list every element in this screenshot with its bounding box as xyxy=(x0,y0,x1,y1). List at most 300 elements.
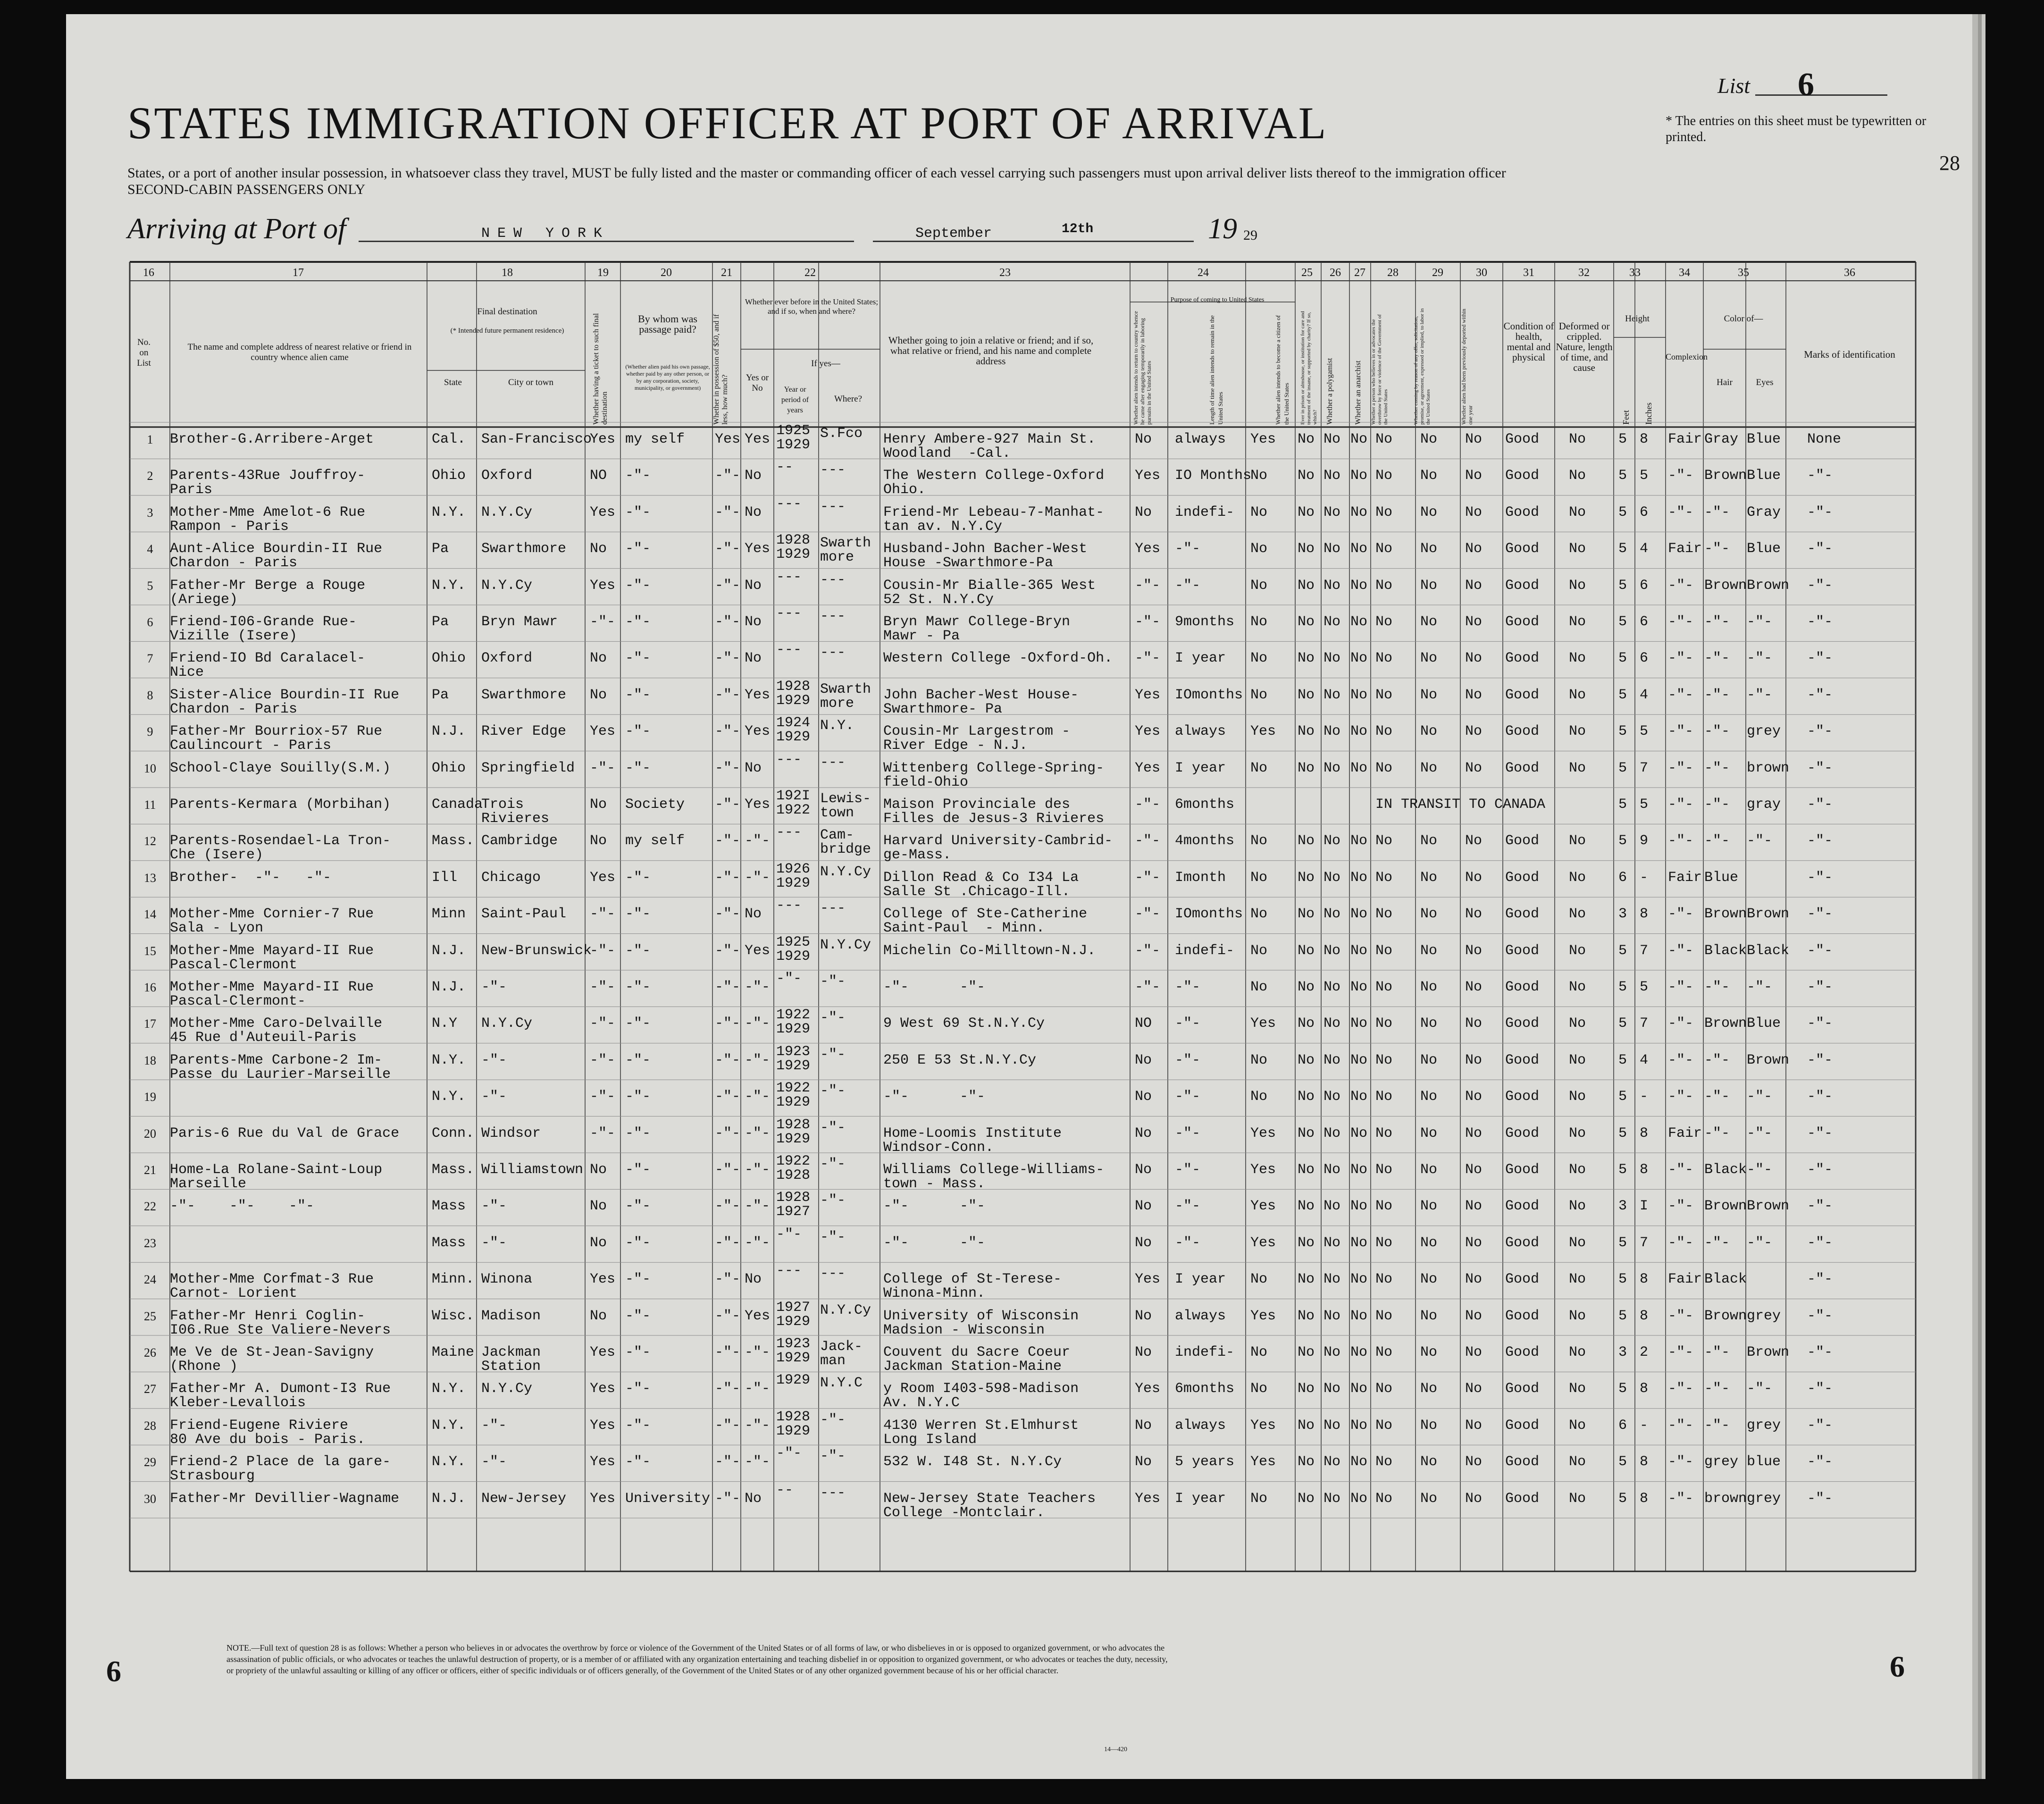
purpose-return-value: -"- xyxy=(1135,797,1161,813)
eye-color-value: -"- xyxy=(1747,833,1773,849)
row-number: 28 xyxy=(144,1418,156,1433)
header-state: State xyxy=(444,378,462,387)
q29-value: No xyxy=(1420,1125,1438,1141)
q28-value: No xyxy=(1375,504,1393,520)
relative-address: Mother-Mme Mayard-II Rue xyxy=(170,942,374,959)
row-number: 1 xyxy=(147,433,153,446)
relative-address-line2: Pascal-Clermont- xyxy=(170,993,306,1009)
eye-color-value: Blue xyxy=(1747,541,1781,557)
entries-note: * The entries on this sheet must be typewritten or printed. xyxy=(1666,114,1927,144)
marks-value: -"- xyxy=(1807,906,1833,923)
purpose-citizen-value: Yes xyxy=(1250,1162,1276,1178)
q28-value: No xyxy=(1375,1198,1393,1215)
relative-address: School-Claye Souilly(S.M.) xyxy=(170,760,391,776)
health-value: Good xyxy=(1505,687,1540,703)
ticket-value: NO xyxy=(590,468,607,484)
joining-value-line2: Filles de Jesus-3 Rivieres xyxy=(883,811,1105,827)
money-value: -"- xyxy=(715,614,741,630)
anarchist-value: No xyxy=(1350,614,1368,630)
years-value: --- xyxy=(776,642,802,658)
hair-color-value: grey xyxy=(1704,1454,1739,1470)
marks-value: -"- xyxy=(1807,468,1833,484)
column-number: 35 xyxy=(1738,267,1749,279)
purpose-citizen-value: Yes xyxy=(1250,1198,1276,1215)
polygamist-value: No xyxy=(1324,650,1341,667)
header-year-period: Year or period of years xyxy=(781,386,809,414)
destination-state: Pa xyxy=(432,614,449,630)
eye-color-value: grey xyxy=(1747,723,1781,740)
height-feet-value: 5 xyxy=(1618,577,1627,594)
row-number: 22 xyxy=(144,1200,156,1214)
relative-address-line2: Pascal-Clermont xyxy=(170,957,298,973)
deformed-value: No xyxy=(1569,1271,1586,1288)
passage-paid-by: -"- xyxy=(625,869,651,886)
ticket-value: Yes xyxy=(590,723,616,740)
row-number: 15 xyxy=(144,944,156,958)
purpose-length-value: IOmonths xyxy=(1175,906,1243,923)
polygamist-value: No xyxy=(1324,1417,1341,1434)
purpose-return-value: -"- xyxy=(1135,906,1161,923)
height-feet-value: 5 xyxy=(1618,1381,1627,1397)
deformed-value: No xyxy=(1569,869,1586,886)
destination-city: Springfield xyxy=(481,760,575,776)
destination-city-line2: Rivieres xyxy=(481,811,550,827)
eye-color-value: -"- xyxy=(1747,650,1773,667)
ticket-value: -"- xyxy=(590,979,616,995)
years-value: -"- xyxy=(776,1226,802,1242)
purpose-length-value: indefi- xyxy=(1175,942,1235,959)
hair-color-value: -"- xyxy=(1704,723,1730,740)
money-value: -"- xyxy=(715,760,741,776)
where-value: --- xyxy=(820,645,846,661)
column-number: 21 xyxy=(721,267,732,279)
where-value-line2: man xyxy=(820,1353,846,1369)
purpose-length-value: always xyxy=(1175,1417,1226,1434)
marks-value: -"- xyxy=(1807,1198,1833,1215)
years-value: --- xyxy=(776,605,802,621)
polygamist-value: No xyxy=(1324,942,1341,959)
prison-value: No xyxy=(1298,687,1315,703)
row-number: 4 xyxy=(147,542,153,556)
deformed-value: No xyxy=(1569,1490,1586,1507)
destination-state: N.Y. xyxy=(432,1089,466,1105)
deported-value: No xyxy=(1465,1234,1483,1251)
q29-value: No xyxy=(1420,723,1438,740)
passage-paid-by: -"- xyxy=(625,906,651,923)
hair-color-value: Black xyxy=(1704,942,1747,959)
relative-address-line2: Sala - Lyon xyxy=(170,920,264,937)
where-value: --- xyxy=(820,462,846,478)
marks-value: -"- xyxy=(1807,1052,1833,1068)
destination-state: Wisc. xyxy=(432,1308,475,1324)
marks-value: -"- xyxy=(1807,979,1833,995)
anarchist-value: No xyxy=(1350,833,1368,849)
relative-address: Mother-Mme Caro-Delvaille xyxy=(170,1015,383,1032)
column-number: 26 xyxy=(1330,267,1341,279)
purpose-length-value: -"- xyxy=(1175,1089,1201,1105)
q29-value: No xyxy=(1420,650,1438,667)
polygamist-value: No xyxy=(1324,1125,1341,1141)
health-value: Good xyxy=(1505,833,1540,849)
destination-state: Pa xyxy=(432,541,449,557)
row-number: 20 xyxy=(144,1126,156,1141)
destination-city: Winona xyxy=(481,1271,533,1288)
header-q28: Whether a person who believes in or advocates the overthrow by force or violence of the Government of the United States xyxy=(1371,314,1389,425)
height-feet-value: 5 xyxy=(1618,650,1627,667)
polygamist-value: No xyxy=(1324,723,1341,740)
deported-value: No xyxy=(1465,760,1483,776)
years-value: 1928 xyxy=(776,1190,811,1206)
hair-color-value: -"- xyxy=(1704,1381,1730,1397)
where-value: --- xyxy=(820,498,846,515)
purpose-return-value: -"- xyxy=(1135,614,1161,630)
joining-value-line2: Mawr - Pa xyxy=(883,628,960,644)
where-value: -"- xyxy=(820,1083,846,1099)
relative-address: Father-Mr Devillier-Wagname xyxy=(170,1490,400,1507)
ticket-value: Yes xyxy=(590,1381,616,1397)
money-value: -"- xyxy=(715,942,741,959)
header-passage-paid-note: (Whether alien paid his own passage, whether paid by any other person, or by any corporation, society, municipality, or government) xyxy=(625,363,710,391)
purpose-citizen-value: No xyxy=(1250,906,1268,923)
height-inches-value: 4 xyxy=(1640,1052,1649,1068)
anarchist-value: No xyxy=(1350,431,1368,447)
height-feet-value: 5 xyxy=(1618,1015,1627,1032)
years-value: 1928 xyxy=(776,678,811,695)
anarchist-value: No xyxy=(1350,942,1368,959)
purpose-return-value: -"- xyxy=(1135,979,1161,995)
years-value: 192I xyxy=(776,788,811,804)
joining-value-line2: River Edge - N.J. xyxy=(883,738,1028,754)
deformed-value: No xyxy=(1569,1052,1586,1068)
destination-city: Saint-Paul xyxy=(481,906,567,923)
destination-city: Chicago xyxy=(481,869,541,886)
purpose-length-value: -"- xyxy=(1175,979,1201,995)
relative-address-line2: Kleber-Levallois xyxy=(170,1395,306,1411)
eye-color-value: brown xyxy=(1747,760,1790,776)
destination-state: Canada xyxy=(432,797,483,813)
height-inches-value: 7 xyxy=(1640,760,1649,776)
prison-value: No xyxy=(1298,1162,1315,1178)
health-value: Good xyxy=(1505,1454,1540,1470)
purpose-citizen-value: No xyxy=(1250,504,1268,520)
marks-value: -"- xyxy=(1807,1015,1833,1032)
row-number: 27 xyxy=(144,1382,156,1396)
money-value: -"- xyxy=(715,541,741,557)
destination-city-line2: Station xyxy=(481,1359,541,1375)
joining-value: 532 W. I48 St. N.Y.Cy xyxy=(883,1454,1062,1470)
polygamist-value: No xyxy=(1324,760,1341,776)
money-value: -"- xyxy=(715,723,741,740)
ever-before-value: No xyxy=(745,1271,762,1288)
hair-color-value: -"- xyxy=(1704,504,1730,520)
ever-before-value: -"- xyxy=(745,1015,771,1032)
destination-state: Minn. xyxy=(432,1271,475,1288)
header-hair: Hair xyxy=(1717,378,1733,387)
relative-address: Brother- -"- -"- xyxy=(170,869,332,886)
destination-state: Ohio xyxy=(432,468,466,484)
anarchist-value: No xyxy=(1350,468,1368,484)
deported-value: No xyxy=(1465,1089,1483,1105)
deported-value: No xyxy=(1465,687,1483,703)
q28-value: No xyxy=(1375,723,1393,740)
polygamist-value: No xyxy=(1324,1234,1341,1251)
q28-value: No xyxy=(1375,1162,1393,1178)
marks-value: -"- xyxy=(1807,723,1833,740)
relative-address: Paris-6 Rue du Val de Grace xyxy=(170,1125,400,1141)
where-value: N.Y. xyxy=(820,718,854,734)
row-number: 21 xyxy=(144,1163,156,1177)
destination-state: Mass xyxy=(432,1198,466,1215)
deported-value: No xyxy=(1465,1490,1483,1507)
header-purpose: Purpose of coming to United States xyxy=(1170,296,1265,303)
deported-value: No xyxy=(1465,1198,1483,1215)
money-value: -"- xyxy=(715,687,741,703)
purpose-citizen-value: No xyxy=(1250,1381,1268,1397)
ever-before-value: -"- xyxy=(745,1454,771,1470)
prison-value: No xyxy=(1298,833,1315,849)
passage-paid-by: -"- xyxy=(625,1052,651,1068)
ticket-value: Yes xyxy=(590,1417,616,1434)
height-inches-value: 5 xyxy=(1640,723,1649,740)
joining-value-line2: Woodland -Cal. xyxy=(883,445,1011,461)
health-value: Good xyxy=(1505,468,1540,484)
arrival-year-prefix: 19 xyxy=(1208,213,1237,245)
where-value: -"- xyxy=(820,1411,846,1428)
complexion-value: -"- xyxy=(1668,1490,1694,1507)
q28-value: No xyxy=(1375,1490,1393,1507)
purpose-return-value: Yes xyxy=(1135,541,1161,557)
marks-value: -"- xyxy=(1807,1490,1833,1507)
purpose-length-value: 4months xyxy=(1175,833,1235,849)
ever-before-value: Yes xyxy=(745,723,771,740)
ever-before-value: Yes xyxy=(745,797,771,813)
destination-state: N.Y xyxy=(432,1015,458,1032)
height-feet-value: 5 xyxy=(1618,979,1627,995)
row-number: 16 xyxy=(144,981,156,994)
anarchist-value: No xyxy=(1350,687,1368,703)
hair-color-value: brown xyxy=(1704,1490,1747,1507)
ever-before-value: -"- xyxy=(745,1052,771,1068)
polygamist-value: No xyxy=(1324,1454,1341,1470)
prison-value: No xyxy=(1298,869,1315,886)
joining-value-line2: Av. N.Y.C xyxy=(883,1395,960,1411)
health-value: Good xyxy=(1505,1490,1540,1507)
height-feet-value: 3 xyxy=(1618,1198,1627,1215)
q28-value: No xyxy=(1375,942,1393,959)
health-value: Good xyxy=(1505,942,1540,959)
ever-before-value: -"- xyxy=(745,979,771,995)
years-value: 1927 xyxy=(776,1299,811,1316)
hair-color-value: -"- xyxy=(1704,650,1730,667)
passage-paid-by: -"- xyxy=(625,1271,651,1288)
passage-paid-by: -"- xyxy=(625,1162,651,1178)
money-value: -"- xyxy=(715,833,741,849)
money-value: -"- xyxy=(715,906,741,923)
purpose-citizen-value: No xyxy=(1250,869,1268,886)
years-value: --- xyxy=(776,495,802,512)
height-inches-value: 5 xyxy=(1640,797,1649,813)
prison-value: No xyxy=(1298,942,1315,959)
height-feet-value: 5 xyxy=(1618,760,1627,776)
complexion-value: Fair xyxy=(1668,431,1702,447)
health-value: Good xyxy=(1505,1125,1540,1141)
column-number: 22 xyxy=(804,267,816,279)
years-value-line2: 1929 xyxy=(776,1057,811,1074)
years-value: --- xyxy=(776,1263,802,1279)
height-feet-value: 6 xyxy=(1618,869,1627,886)
purpose-length-value: -"- xyxy=(1175,1162,1201,1178)
anarchist-value: No xyxy=(1350,979,1368,995)
joining-value-line2: ge-Mass. xyxy=(883,847,952,864)
relative-address-line2: (Rhone ) xyxy=(170,1359,238,1375)
height-feet-value: 5 xyxy=(1618,468,1627,484)
purpose-return-value: No xyxy=(1135,1125,1152,1141)
purpose-return-value: Yes xyxy=(1135,1381,1161,1397)
ticket-value: No xyxy=(590,833,607,849)
prison-value: No xyxy=(1298,650,1315,667)
q28-value: No xyxy=(1375,577,1393,594)
column-number: 29 xyxy=(1432,267,1443,279)
height-feet-value: 5 xyxy=(1618,942,1627,959)
height-feet-value: 5 xyxy=(1618,1162,1627,1178)
polygamist-value: No xyxy=(1324,541,1341,557)
q29-value: No xyxy=(1420,906,1438,923)
complexion-value: -"- xyxy=(1668,650,1694,667)
q29-value: No xyxy=(1420,760,1438,776)
joining-value: University of Wisconsin xyxy=(883,1308,1079,1324)
q28-value: No xyxy=(1375,833,1393,849)
prison-value: No xyxy=(1298,1198,1315,1215)
height-feet-value: 5 xyxy=(1618,1052,1627,1068)
destination-state: Conn. xyxy=(432,1125,475,1141)
ever-before-value: No xyxy=(745,906,762,923)
relative-address: Father-Mr Henri Coglin- xyxy=(170,1308,366,1324)
arriving-label: Arriving at Port of xyxy=(127,213,346,245)
where-value: -"- xyxy=(820,1156,846,1172)
health-value: Good xyxy=(1505,1344,1540,1360)
hair-color-value: -"- xyxy=(1704,1417,1730,1434)
form-instructions: States, or a port of another insular possession, in whatsoever class they travel, MUST be fully listed and the master or commanding officer of each vessel carrying such passengers must upon arrival deliver lists thereof to the immigration officer xyxy=(127,165,1506,181)
q29-value: No xyxy=(1420,1271,1438,1288)
hair-color-value: -"- xyxy=(1704,979,1730,995)
q29-value: No xyxy=(1420,1015,1438,1032)
years-value-line2: 1929 xyxy=(776,1423,811,1439)
complexion-value: Fair xyxy=(1668,1271,1702,1288)
joining-value-line2: 52 St. N.Y.Cy xyxy=(883,591,994,608)
height-inches-value: 9 xyxy=(1640,833,1649,849)
height-feet-value: 5 xyxy=(1618,723,1627,740)
where-value-line2: more xyxy=(820,695,854,712)
health-value: Good xyxy=(1505,1271,1540,1288)
purpose-return-value: NO xyxy=(1135,1015,1152,1032)
money-value: -"- xyxy=(715,1271,741,1288)
years-value: -"- xyxy=(776,1445,802,1462)
prison-value: No xyxy=(1298,1015,1315,1032)
relative-address-line2: 45 Rue d'Auteuil-Paris xyxy=(170,1030,357,1046)
deformed-value: No xyxy=(1569,1344,1586,1360)
marks-value: -"- xyxy=(1807,1271,1833,1288)
money-value: -"- xyxy=(715,650,741,667)
hair-color-value: -"- xyxy=(1704,797,1730,813)
row-number: 30 xyxy=(144,1492,156,1506)
column-number: 18 xyxy=(502,267,513,279)
complexion-value: -"- xyxy=(1668,1089,1694,1105)
joining-value: Cousin-Mr Largestrom - xyxy=(883,723,1071,740)
header-purpose-citizen: Whether alien intends to become a citizen of the United States xyxy=(1274,315,1290,425)
destination-state: N.Y. xyxy=(432,1381,466,1397)
polygamist-value: No xyxy=(1324,431,1341,447)
passenger-class: SECOND-CABIN PASSENGERS ONLY xyxy=(127,182,366,197)
complexion-value: -"- xyxy=(1668,1052,1694,1068)
marks-value: -"- xyxy=(1807,797,1833,813)
row-number: 25 xyxy=(144,1309,156,1323)
eye-color-value: -"- xyxy=(1747,1234,1773,1251)
deported-value: No xyxy=(1465,833,1483,849)
purpose-citizen-value: No xyxy=(1250,1089,1268,1105)
where-value: N.Y.C xyxy=(820,1375,863,1392)
purpose-length-value: -"- xyxy=(1175,541,1201,557)
years-value: -- xyxy=(776,1482,794,1498)
money-value: -"- xyxy=(715,1381,741,1397)
anarchist-value: No xyxy=(1350,650,1368,667)
row-number: 2 xyxy=(147,469,153,483)
relative-address: Friend-Eugene Riviere xyxy=(170,1417,349,1434)
ticket-value: -"- xyxy=(590,1125,616,1141)
purpose-return-value: Yes xyxy=(1135,1490,1161,1507)
column-number: 19 xyxy=(597,267,609,279)
destination-city: N.Y.Cy xyxy=(481,1381,533,1397)
passage-paid-by: -"- xyxy=(625,650,651,667)
deported-value: No xyxy=(1465,942,1483,959)
passage-paid-by: -"- xyxy=(625,723,651,740)
height-inches-value: 8 xyxy=(1640,1308,1649,1324)
deported-value: No xyxy=(1465,431,1483,447)
hair-color-value: -"- xyxy=(1704,1089,1730,1105)
q28-value: No xyxy=(1375,760,1393,776)
header-if-yes: If yes— xyxy=(811,359,840,369)
joining-value: Couvent du Sacre Coeur xyxy=(883,1344,1071,1360)
deformed-value: No xyxy=(1569,1381,1586,1397)
relative-address: Parents-Rosendael-La Tron- xyxy=(170,833,391,849)
height-inches-value: 6 xyxy=(1640,504,1649,520)
eye-color-value: Gray xyxy=(1747,504,1781,520)
joining-value-line2: Saint-Paul - Minn. xyxy=(883,920,1045,937)
height-inches-value: 6 xyxy=(1640,614,1649,630)
relative-address-line2: Rampon - Paris xyxy=(170,518,289,535)
eye-color-value: -"- xyxy=(1747,1125,1773,1141)
marks-value: -"- xyxy=(1807,1344,1833,1360)
purpose-return-value: -"- xyxy=(1135,577,1161,594)
money-value: -"- xyxy=(715,468,741,484)
header-final-destination: Final destination xyxy=(477,307,537,317)
joining-value-line2: College -Montclair. xyxy=(883,1504,1045,1521)
row-number: 23 xyxy=(144,1236,156,1250)
passage-paid-by: -"- xyxy=(625,942,651,959)
relative-address-line2: 80 Ave du bois - Paris. xyxy=(170,1431,366,1448)
health-value: Good xyxy=(1505,1417,1540,1434)
purpose-citizen-value: Yes xyxy=(1250,1454,1276,1470)
prison-value: No xyxy=(1298,1417,1315,1434)
health-value: Good xyxy=(1505,1234,1540,1251)
header-polygamist: Whether a polygamist xyxy=(1326,358,1334,425)
hair-color-value: -"- xyxy=(1704,833,1730,849)
prison-value: No xyxy=(1298,431,1315,447)
complexion-value: -"- xyxy=(1668,468,1694,484)
polygamist-value: No xyxy=(1324,1271,1341,1288)
destination-city: New-Jersey xyxy=(481,1490,567,1507)
purpose-return-value: -"- xyxy=(1135,869,1161,886)
where-value: --- xyxy=(820,900,846,917)
